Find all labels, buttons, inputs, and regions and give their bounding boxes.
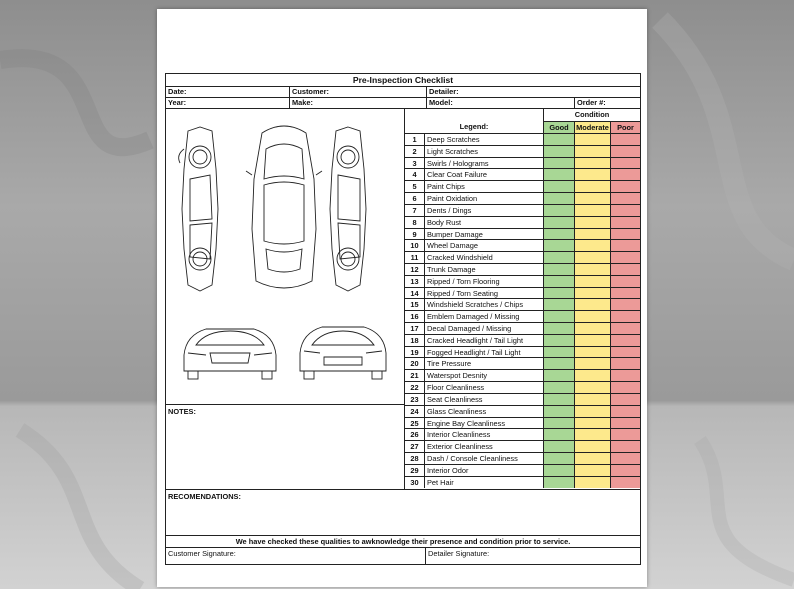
checklist-row bbox=[405, 370, 640, 382]
good-checkbox[interactable] bbox=[544, 264, 575, 275]
item-label: Interior Odor bbox=[425, 465, 544, 476]
make-field[interactable]: Make: bbox=[290, 98, 427, 108]
moderate-checkbox[interactable] bbox=[575, 335, 611, 346]
item-number: 13 bbox=[405, 276, 425, 287]
item-number: 27 bbox=[405, 441, 425, 452]
good-header: Good bbox=[544, 121, 575, 133]
car-side-right-icon bbox=[330, 127, 366, 291]
customer-field[interactable]: Customer: bbox=[290, 87, 427, 97]
detailer-field[interactable]: Detailer: bbox=[429, 87, 459, 96]
detailer-signature-field[interactable]: Detailer Signature: bbox=[428, 549, 490, 558]
checklist-row bbox=[405, 134, 640, 146]
moderate-checkbox[interactable] bbox=[575, 406, 611, 417]
vehicle-diagram[interactable] bbox=[166, 109, 405, 405]
item-label: Ripped / Torn Flooring bbox=[425, 276, 544, 287]
checklist-row bbox=[405, 299, 640, 311]
item-number: 26 bbox=[405, 429, 425, 440]
good-checkbox[interactable] bbox=[544, 311, 575, 322]
item-number: 18 bbox=[405, 335, 425, 346]
item-label: Paint Oxidation bbox=[425, 193, 544, 204]
info-row-1 bbox=[166, 87, 640, 98]
moderate-checkbox[interactable] bbox=[575, 418, 611, 429]
legend-label: Legend: bbox=[405, 121, 544, 133]
item-label: Cracked Headlight / Tail Light bbox=[425, 335, 544, 346]
good-checkbox[interactable] bbox=[544, 193, 575, 204]
poor-checkbox[interactable] bbox=[611, 299, 640, 310]
poor-checkbox[interactable] bbox=[611, 358, 640, 369]
item-number: 8 bbox=[405, 217, 425, 228]
checklist-row bbox=[405, 205, 640, 217]
good-checkbox[interactable] bbox=[544, 418, 575, 429]
poor-checkbox[interactable] bbox=[611, 418, 640, 429]
poor-checkbox[interactable] bbox=[611, 158, 640, 169]
good-checkbox[interactable] bbox=[544, 406, 575, 417]
order-field[interactable]: Order #: bbox=[577, 98, 606, 107]
checklist-row bbox=[405, 429, 640, 441]
moderate-checkbox[interactable] bbox=[575, 229, 611, 240]
poor-checkbox[interactable] bbox=[611, 370, 640, 381]
item-number: 1 bbox=[405, 134, 425, 145]
moderate-checkbox[interactable] bbox=[575, 311, 611, 322]
item-number: 28 bbox=[405, 453, 425, 464]
form-title: Pre-Inspection Checklist bbox=[166, 74, 640, 87]
good-checkbox[interactable] bbox=[544, 358, 575, 369]
good-checkbox[interactable] bbox=[544, 465, 575, 476]
item-label: Tire Pressure bbox=[425, 358, 544, 369]
poor-checkbox[interactable] bbox=[611, 169, 640, 180]
item-label: Windshield Scratches / Chips bbox=[425, 299, 544, 310]
checklist-row bbox=[405, 240, 640, 252]
moderate-checkbox[interactable] bbox=[575, 299, 611, 310]
good-checkbox[interactable] bbox=[544, 288, 575, 299]
good-checkbox[interactable] bbox=[544, 229, 575, 240]
poor-checkbox[interactable] bbox=[611, 264, 640, 275]
moderate-checkbox[interactable] bbox=[575, 382, 611, 393]
item-number: 17 bbox=[405, 323, 425, 334]
car-top-view-icon bbox=[246, 126, 322, 288]
checklist-row bbox=[405, 323, 640, 335]
poor-checkbox[interactable] bbox=[611, 335, 640, 346]
item-number: 9 bbox=[405, 229, 425, 240]
moderate-checkbox[interactable] bbox=[575, 323, 611, 334]
item-label: Decal Damaged / Missing bbox=[425, 323, 544, 334]
item-label: Seat Cleanliness bbox=[425, 394, 544, 405]
poor-checkbox[interactable] bbox=[611, 229, 640, 240]
checklist-row bbox=[405, 169, 640, 181]
checklist-row bbox=[405, 358, 640, 370]
checklist-row bbox=[405, 158, 640, 170]
moderate-checkbox[interactable] bbox=[575, 370, 611, 381]
moderate-checkbox[interactable] bbox=[575, 240, 611, 251]
item-number: 20 bbox=[405, 358, 425, 369]
item-label: Cracked Windshield bbox=[425, 252, 544, 263]
poor-checkbox[interactable] bbox=[611, 347, 640, 358]
item-label: Floor Cleanliness bbox=[425, 382, 544, 393]
item-label: Wheel Damage bbox=[425, 240, 544, 251]
item-label: Dash / Console Cleanliness bbox=[425, 453, 544, 464]
good-checkbox[interactable] bbox=[544, 323, 575, 334]
inspection-form bbox=[165, 73, 641, 565]
good-checkbox[interactable] bbox=[544, 240, 575, 251]
item-number: 21 bbox=[405, 370, 425, 381]
condition-checklist bbox=[405, 109, 640, 488]
item-label: Light Scratches bbox=[425, 146, 544, 157]
poor-checkbox[interactable] bbox=[611, 465, 640, 476]
item-label: Body Rust bbox=[425, 217, 544, 228]
moderate-checkbox[interactable] bbox=[575, 465, 611, 476]
item-number: 22 bbox=[405, 382, 425, 393]
item-number: 10 bbox=[405, 240, 425, 251]
checklist-row bbox=[405, 382, 640, 394]
poor-checkbox[interactable] bbox=[611, 205, 640, 216]
checklist-row bbox=[405, 453, 640, 465]
item-label: Engine Bay Cleanliness bbox=[425, 418, 544, 429]
checklist-row bbox=[405, 264, 640, 276]
item-number: 4 bbox=[405, 169, 425, 180]
item-number: 14 bbox=[405, 288, 425, 299]
customer-signature-field[interactable]: Customer Signature: bbox=[166, 548, 426, 564]
good-checkbox[interactable] bbox=[544, 217, 575, 228]
moderate-checkbox[interactable] bbox=[575, 193, 611, 204]
item-number: 6 bbox=[405, 193, 425, 204]
checklist-row bbox=[405, 288, 640, 300]
item-label: Interior Cleanliness bbox=[425, 429, 544, 440]
moderate-checkbox[interactable] bbox=[575, 134, 611, 145]
checklist-row bbox=[405, 441, 640, 453]
good-checkbox[interactable] bbox=[544, 370, 575, 381]
item-label: Deep Scratches bbox=[425, 134, 544, 145]
checklist-row bbox=[405, 193, 640, 205]
item-number: 15 bbox=[405, 299, 425, 310]
item-label: Swirls / Holograms bbox=[425, 158, 544, 169]
moderate-checkbox[interactable] bbox=[575, 288, 611, 299]
notes-box[interactable] bbox=[166, 405, 405, 489]
checklist-row bbox=[405, 477, 640, 489]
poor-checkbox[interactable] bbox=[611, 276, 640, 287]
good-checkbox[interactable] bbox=[544, 347, 575, 358]
checklist-row bbox=[405, 465, 640, 477]
moderate-checkbox[interactable] bbox=[575, 477, 611, 489]
poor-checkbox[interactable] bbox=[611, 323, 640, 334]
poor-checkbox[interactable] bbox=[611, 217, 640, 228]
signature-row bbox=[166, 548, 640, 564]
year-field[interactable]: Year: bbox=[166, 98, 290, 108]
poor-header: Poor bbox=[611, 121, 640, 133]
good-checkbox[interactable] bbox=[544, 429, 575, 440]
good-checkbox[interactable] bbox=[544, 477, 575, 489]
item-label: Bumper Damage bbox=[425, 229, 544, 240]
good-checkbox[interactable] bbox=[544, 335, 575, 346]
poor-checkbox[interactable] bbox=[611, 382, 640, 393]
item-number: 23 bbox=[405, 394, 425, 405]
moderate-checkbox[interactable] bbox=[575, 276, 611, 287]
item-number: 25 bbox=[405, 418, 425, 429]
poor-checkbox[interactable] bbox=[611, 441, 640, 452]
good-checkbox[interactable] bbox=[544, 441, 575, 452]
checklist-row bbox=[405, 418, 640, 430]
good-checkbox[interactable] bbox=[544, 169, 575, 180]
poor-checkbox[interactable] bbox=[611, 146, 640, 157]
item-number: 3 bbox=[405, 158, 425, 169]
poor-checkbox[interactable] bbox=[611, 193, 640, 204]
item-number: 16 bbox=[405, 311, 425, 322]
notes-label: NOTES: bbox=[168, 407, 196, 416]
checklist-row bbox=[405, 217, 640, 229]
moderate-checkbox[interactable] bbox=[575, 453, 611, 464]
moderate-checkbox[interactable] bbox=[575, 158, 611, 169]
good-checkbox[interactable] bbox=[544, 158, 575, 169]
item-label: Exterior Cleanliness bbox=[425, 441, 544, 452]
poor-checkbox[interactable] bbox=[611, 288, 640, 299]
item-label: Trunk Damage bbox=[425, 264, 544, 275]
item-label: Paint Chips bbox=[425, 181, 544, 192]
moderate-header: Moderate bbox=[575, 121, 611, 133]
moderate-checkbox[interactable] bbox=[575, 347, 611, 358]
recommendations-label: RECOMENDATIONS: bbox=[168, 492, 241, 501]
moderate-checkbox[interactable] bbox=[575, 429, 611, 440]
model-field[interactable]: Model: bbox=[427, 98, 575, 108]
good-checkbox[interactable] bbox=[544, 146, 575, 157]
poor-checkbox[interactable] bbox=[611, 477, 640, 489]
car-front-view-icon bbox=[184, 329, 276, 379]
condition-label: Condition bbox=[574, 110, 610, 119]
item-label: Emblem Damaged / Missing bbox=[425, 311, 544, 322]
poor-checkbox[interactable] bbox=[611, 134, 640, 145]
item-number: 12 bbox=[405, 264, 425, 275]
info-row-2 bbox=[166, 98, 640, 109]
middle-section bbox=[166, 109, 640, 490]
poor-checkbox[interactable] bbox=[611, 394, 640, 405]
item-label: Dents / Dings bbox=[425, 205, 544, 216]
date-field[interactable]: Date: bbox=[166, 87, 290, 97]
checklist-row bbox=[405, 229, 640, 241]
moderate-checkbox[interactable] bbox=[575, 205, 611, 216]
item-number: 24 bbox=[405, 406, 425, 417]
item-label: Glass Cleanliness bbox=[425, 406, 544, 417]
item-number: 30 bbox=[405, 477, 425, 489]
poor-checkbox[interactable] bbox=[611, 311, 640, 322]
good-checkbox[interactable] bbox=[544, 394, 575, 405]
checklist-row bbox=[405, 406, 640, 418]
good-checkbox[interactable] bbox=[544, 453, 575, 464]
item-number: 7 bbox=[405, 205, 425, 216]
item-number: 11 bbox=[405, 252, 425, 263]
moderate-checkbox[interactable] bbox=[575, 169, 611, 180]
poor-checkbox[interactable] bbox=[611, 252, 640, 263]
moderate-checkbox[interactable] bbox=[575, 181, 611, 192]
moderate-checkbox[interactable] bbox=[575, 264, 611, 275]
item-label: Waterspot Desnity bbox=[425, 370, 544, 381]
poor-checkbox[interactable] bbox=[611, 429, 640, 440]
moderate-checkbox[interactable] bbox=[575, 146, 611, 157]
checklist-row bbox=[405, 276, 640, 288]
poor-checkbox[interactable] bbox=[611, 240, 640, 251]
poor-checkbox[interactable] bbox=[611, 406, 640, 417]
acknowledgement-statement: We have checked these qualities to awknowledge their presence and condition prior to service. bbox=[166, 536, 640, 548]
good-checkbox[interactable] bbox=[544, 382, 575, 393]
car-rear-view-icon bbox=[300, 327, 386, 379]
item-label: Ripped / Torn Seating bbox=[425, 288, 544, 299]
poor-checkbox[interactable] bbox=[611, 181, 640, 192]
good-checkbox[interactable] bbox=[544, 181, 575, 192]
car-side-left-icon bbox=[179, 127, 218, 291]
checklist-row bbox=[405, 181, 640, 193]
good-checkbox[interactable] bbox=[544, 299, 575, 310]
moderate-checkbox[interactable] bbox=[575, 217, 611, 228]
checklist-row bbox=[405, 311, 640, 323]
moderate-checkbox[interactable] bbox=[575, 441, 611, 452]
item-number: 5 bbox=[405, 181, 425, 192]
poor-checkbox[interactable] bbox=[611, 453, 640, 464]
moderate-checkbox[interactable] bbox=[575, 252, 611, 263]
good-checkbox[interactable] bbox=[544, 134, 575, 145]
good-checkbox[interactable] bbox=[544, 252, 575, 263]
checklist-row bbox=[405, 252, 640, 264]
checklist-row bbox=[405, 146, 640, 158]
recommendations-box[interactable] bbox=[166, 490, 640, 536]
item-label: Clear Coat Failure bbox=[425, 169, 544, 180]
item-number: 19 bbox=[405, 347, 425, 358]
item-number: 2 bbox=[405, 146, 425, 157]
checklist-row bbox=[405, 394, 640, 406]
good-checkbox[interactable] bbox=[544, 205, 575, 216]
moderate-checkbox[interactable] bbox=[575, 358, 611, 369]
checklist-row bbox=[405, 335, 640, 347]
item-number: 29 bbox=[405, 465, 425, 476]
checklist-row bbox=[405, 347, 640, 359]
good-checkbox[interactable] bbox=[544, 276, 575, 287]
item-label: Pet Hair bbox=[425, 477, 544, 489]
checklist-sheet bbox=[157, 9, 647, 587]
moderate-checkbox[interactable] bbox=[575, 394, 611, 405]
item-label: Fogged Headlight / Tail Light bbox=[425, 347, 544, 358]
